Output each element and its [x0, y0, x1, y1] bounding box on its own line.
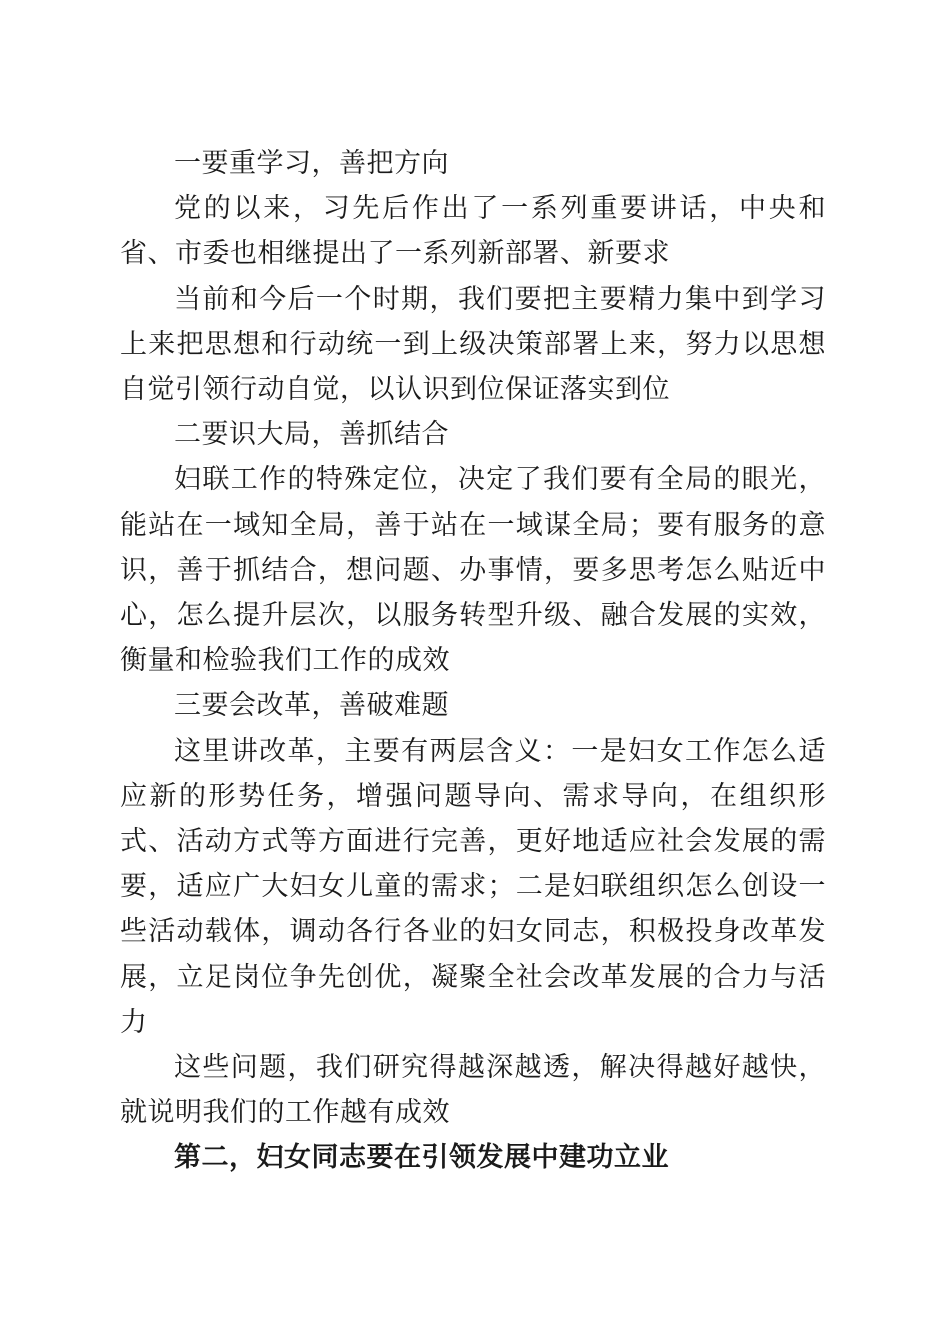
- document-body: [120, 141, 826, 1181]
- subheading-overall: 二要识大局，善抓结合: [174, 419, 449, 451]
- paragraph-reform: 这里讲改革，主要有两层含义：一是妇女工作怎么适应新的形势任务，增强问题导向、需求导向，在组织形式、活动方式等方面进行完善，更好地适应社会发展的需要，适应广大妇女儿童的需求；二是妇联组织怎么创设一些活动载体，调动各行各业的妇女同志，积极投身改革发展，立足岗位争先创优，凝聚全社会改革发展的合力与活力: [120, 735, 826, 1038]
- paragraph-study-context: 党的以来，习先后作出了一系列重要讲话，中央和省、市委也相继提出了一系列新部署、新要求: [120, 193, 826, 270]
- section-heading-second: 第二，妇女同志要在引领发展中建功立业: [174, 1142, 669, 1174]
- paragraph-study-focus: 当前和今后一个时期，我们要把主要精力集中到学习上来把思想和行动统一到上级决策部署上来，努力以思想自觉引领行动自觉，以认识到位保证落实到位: [120, 283, 826, 406]
- paragraph-overall: 妇联工作的特殊定位，决定了我们要有全局的眼光，能站在一域知全局，善于站在一域谋全局；要有服务的意识，善于抓结合，想问题、办事情，要多思考怎么贴近中心，怎么提升层次，以服务转型升级、融合发展的实效，衡量和检验我们工作的成效: [120, 464, 826, 677]
- paragraph-effect: 这些问题，我们研究得越深越透，解决得越好越快，就说明我们的工作越有成效: [120, 1052, 826, 1129]
- subheading-reform: 三要会改革，善破难题: [174, 690, 449, 722]
- subheading-study: 一要重学习，善把方向: [174, 148, 449, 179]
